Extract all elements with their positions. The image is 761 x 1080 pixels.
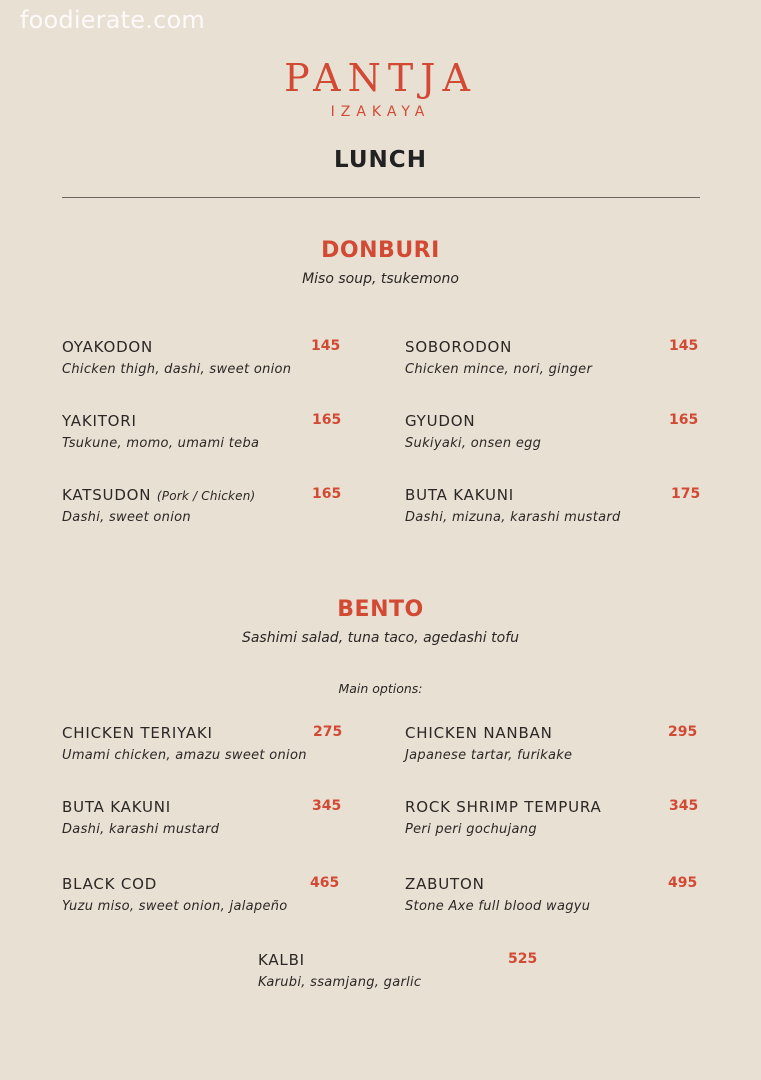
main-options-label: Main options:	[338, 681, 423, 696]
watermark-text: foodierate.com	[20, 6, 205, 34]
item-name: ROCK SHRIMP TEMPURA	[405, 798, 602, 816]
item-price: 345	[312, 798, 342, 814]
item-name: OYAKODON	[62, 338, 154, 356]
item-name: CHICKEN NANBAN	[405, 724, 553, 742]
item-price: 345	[669, 798, 699, 814]
item-name: YAKITORI	[62, 412, 137, 430]
item-desc: Karubi, ssamjang, garlic	[258, 975, 422, 990]
item-desc: Chicken mince, nori, ginger	[405, 362, 593, 377]
item-name: BUTA KAKUNI	[405, 486, 514, 504]
item-desc: Dashi, sweet onion	[62, 510, 191, 525]
section-note-bento: Sashimi salad, tuna taco, agedashi tofu	[241, 630, 520, 646]
item-desc: Japanese tartar, furikake	[405, 748, 573, 763]
item-price: 165	[312, 412, 342, 428]
item-name-option: (Pork / Chicken)	[156, 489, 256, 503]
section-title-donburi: DONBURI	[321, 238, 440, 263]
item-name-main: KATSUDON	[62, 486, 152, 504]
item-desc: Dashi, mizuna, karashi mustard	[405, 510, 621, 525]
item-desc: Stone Axe full blood wagyu	[405, 899, 591, 914]
item-price: 525	[508, 951, 538, 967]
item-price: 465	[310, 875, 340, 891]
item-name	[62, 486, 255, 504]
item-desc: Sukiyaki, onsen egg	[405, 436, 542, 451]
item-name: BUTA KAKUNI	[62, 798, 171, 816]
item-desc: Dashi, karashi mustard	[62, 822, 220, 837]
item-name: KALBI	[258, 951, 305, 969]
divider	[62, 197, 700, 198]
menu-title: LUNCH	[334, 147, 427, 173]
item-price: 145	[669, 338, 699, 354]
item-price: 165	[312, 486, 342, 502]
item-price: 275	[313, 724, 343, 740]
section-title-bento: BENTO	[337, 597, 424, 622]
item-desc: Chicken thigh, dashi, sweet onion	[62, 362, 292, 377]
item-name: CHICKEN TERIYAKI	[62, 724, 213, 742]
item-desc: Peri peri gochujang	[405, 822, 537, 837]
item-name: BLACK COD	[62, 875, 158, 893]
item-name: ZABUTON	[405, 875, 485, 893]
item-price: 295	[668, 724, 698, 740]
item-desc: Umami chicken, amazu sweet onion	[62, 748, 307, 763]
item-name: GYUDON	[405, 412, 476, 430]
brand-subtitle: IZAKAYA	[330, 104, 431, 120]
item-price: 175	[671, 486, 701, 502]
item-desc: Tsukune, momo, umami teba	[62, 436, 260, 451]
brand-logo: PANTJA	[284, 56, 477, 100]
item-price: 145	[311, 338, 341, 354]
item-desc: Yuzu miso, sweet onion, jalapeño	[62, 899, 288, 914]
item-price: 165	[669, 412, 699, 428]
section-note-donburi: Miso soup, tsukemono	[302, 271, 459, 287]
item-price: 495	[668, 875, 698, 891]
item-name: SOBORODON	[405, 338, 513, 356]
